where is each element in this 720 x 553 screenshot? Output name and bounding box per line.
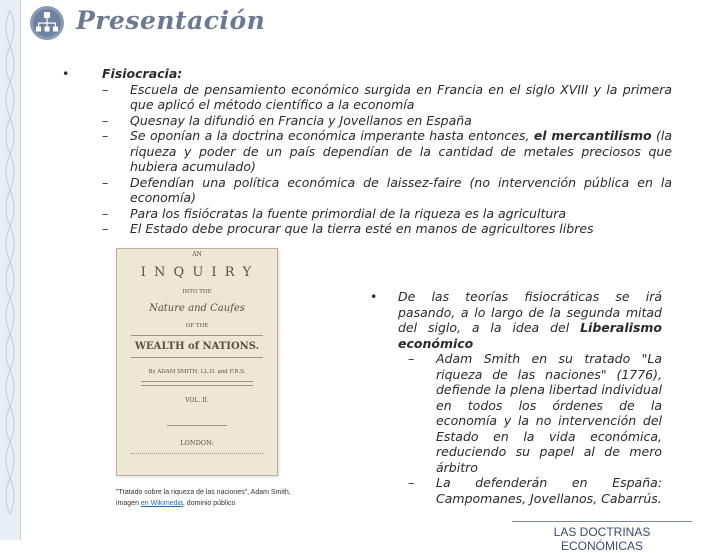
list-item: – La defenderán en España: Campomanes, Jovellanos, Cabarrús. [408,475,662,506]
bullet-marker: • [370,289,378,304]
slide-title: Presentación [76,6,266,35]
list-item: – El Estado debe procurar que la tierra esté en manos de agricultores libres [102,221,594,236]
decorative-left-border [0,0,21,540]
footer-divider [512,521,692,522]
liberalismo-section [370,289,662,506]
wikimedia-link[interactable]: en Wikimedia [140,500,183,507]
main-content [60,66,672,237]
mercantilismo-emphasis: el mercantilismo [533,128,652,143]
liberalismo-list [370,351,662,506]
ornament-pattern [0,0,20,540]
list-item: – Adam Smith en su tratado "La riqueza de las naciones" (1776), defiende la plena libertad individual en todos los órdenes de la economía y la no intervención del Estado en la vida económica, reduciendo su papel al de mero árbitro [408,351,662,475]
list-item: – Defendían una política económica de laissez-faire (no intervención pública en la economía) [102,174,672,205]
fisiocracia-list [60,82,672,237]
liberalismo-bullet: • De las teorías fisiocráticas se irá pasando, a lo largo de la segunda mitad del siglo, a la idea del Liberalismo económico [370,289,662,351]
image-caption: "Tratado sobre la riqueza de las naciones", Adam Smith, imagen en Wikimedia, dominio público [116,489,291,507]
footer-section-title: LAS DOCTRINAS ECONÓMICAS [553,525,651,553]
bullet-marker: • [62,66,70,81]
list-item: – Se oponían a la doctrina económica imperante hasta entonces, el mercantilismo (la riqueza y poder de un país dependían de la cantidad de metales preciosos que hubiera acumulado) [102,128,672,174]
list-item: – Escuela de pensamiento económico surgida en Francia en el siglo XVIII y la primera que aplicó el método científico a la economía [102,81,672,112]
liberalismo-emphasis: Liberalismo económico [398,320,662,351]
list-item: – Quesnay la difundió en Francia y Jovellanos en España [102,112,472,128]
wealth-of-nations-title-page-image: AN I N Q U I R Y INTO THE Nature and Caufes OF THE WEALTH of NATIONS. By ADAM SMITH, LL.D. and F.R.S. VOL. II. LONDON: [116,248,278,476]
list-item: – Para los fisiócratas la fuente primordial de la riqueza es la agricultura [102,205,567,221]
org-chart-logo-icon [28,4,66,42]
slide-header [28,4,708,42]
fisiocracia-heading: Fisiocracia: [102,66,183,81]
fisiocracia-bullet [60,66,672,82]
